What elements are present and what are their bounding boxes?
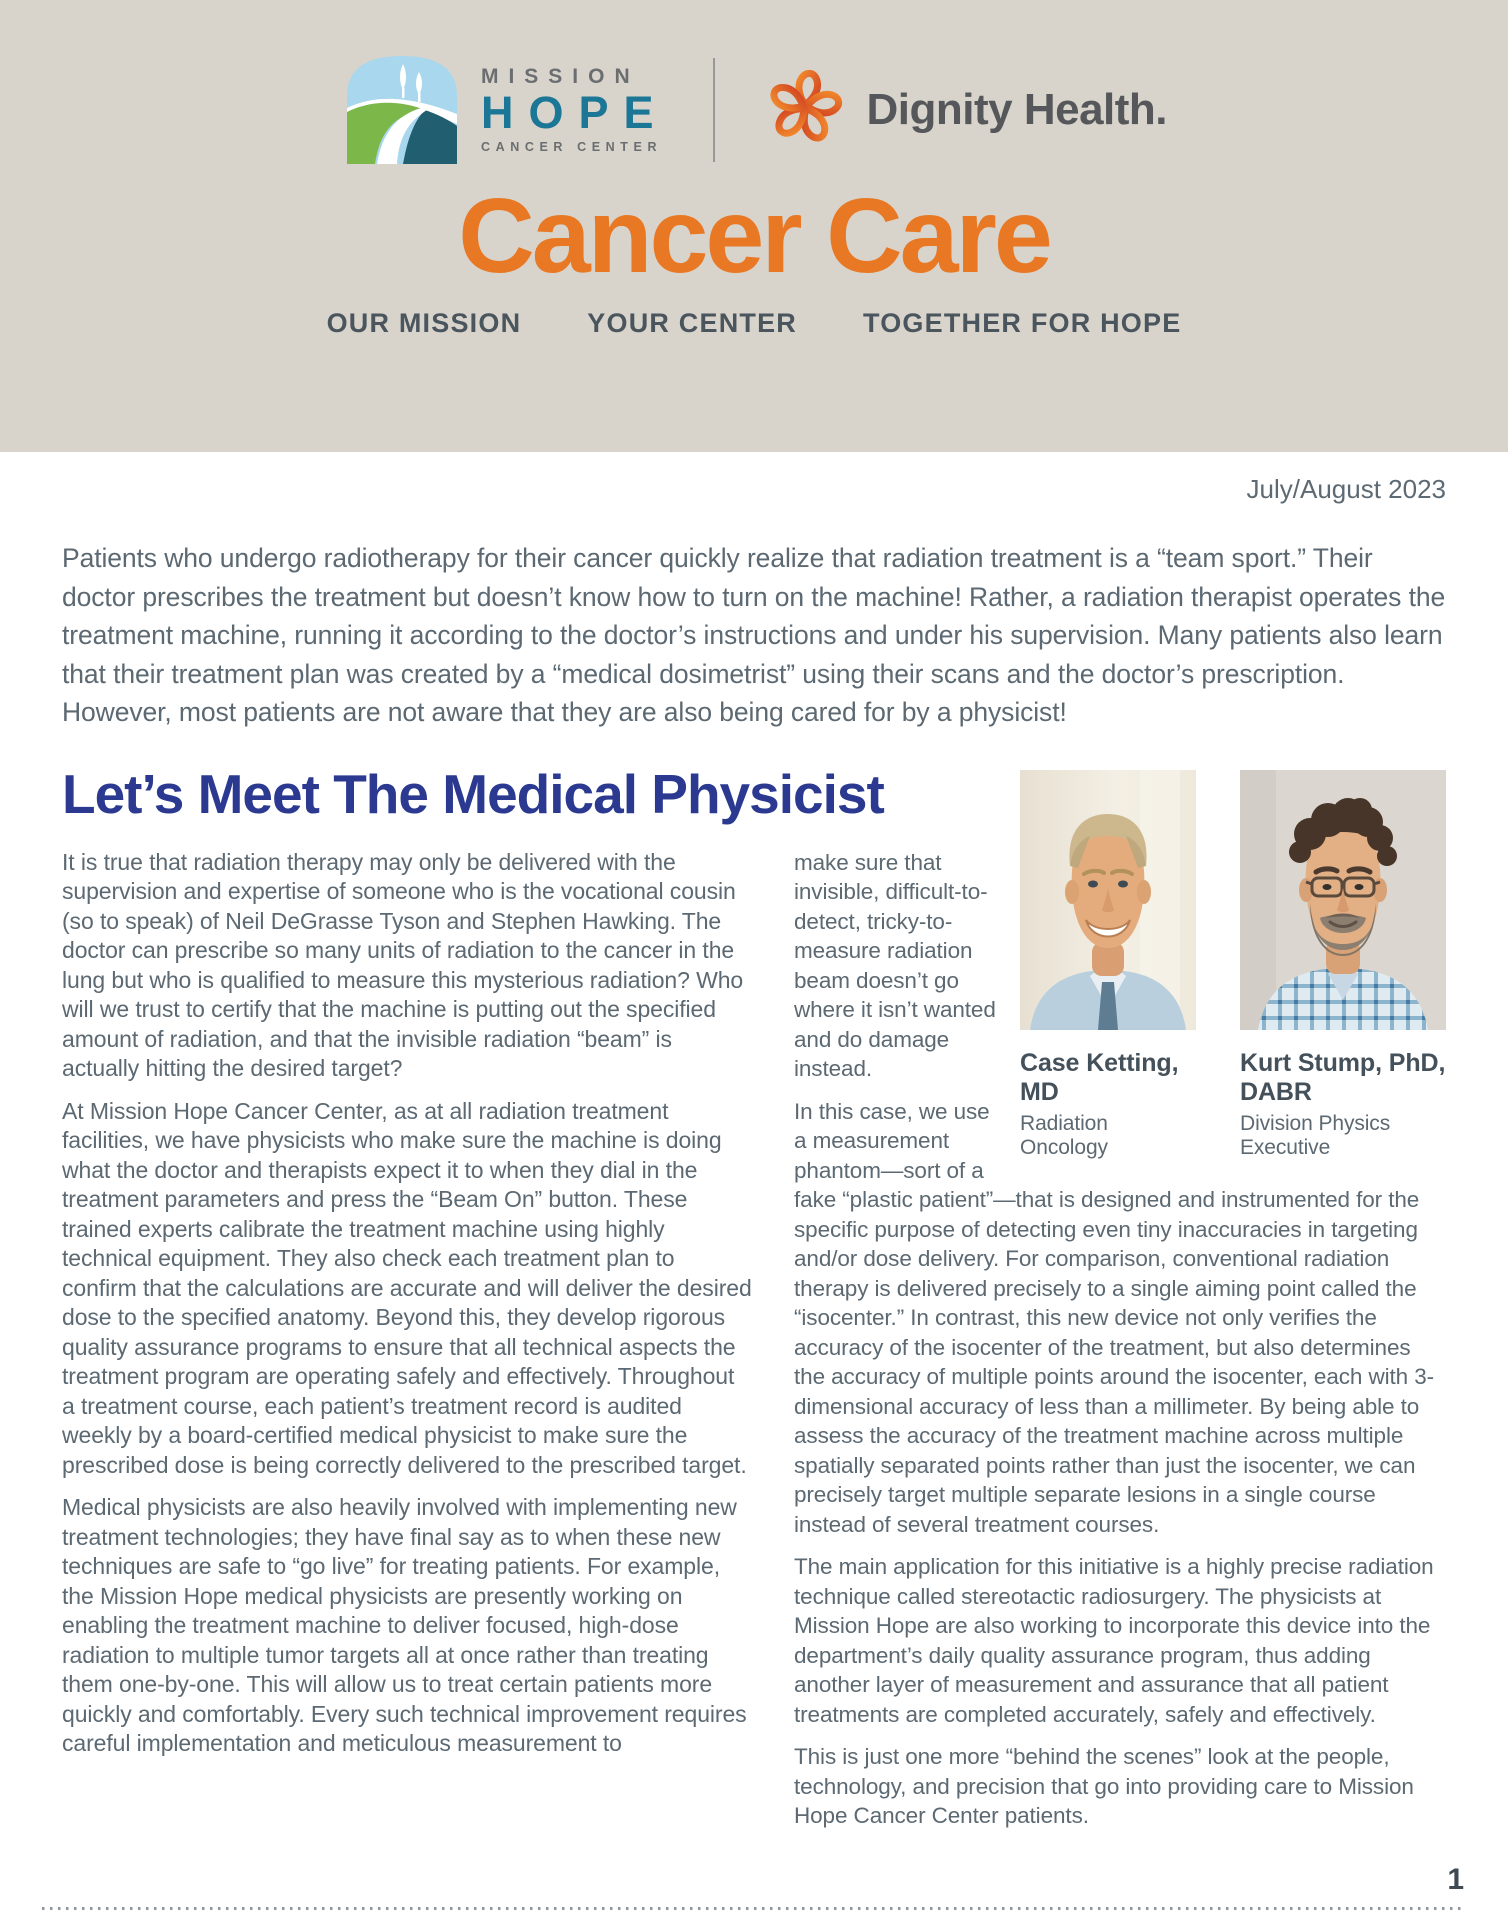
logo-divider (713, 58, 715, 162)
caption-name-case-ketting: Case Ketting, MD (1020, 1049, 1179, 1106)
page-footer (42, 1863, 1466, 1910)
left-column (62, 848, 752, 1844)
masthead-nav (0, 308, 1508, 339)
logo-row (0, 50, 1508, 169)
right-column (794, 848, 1446, 1844)
intro-paragraph: Patients who undergo radiotherapy for their cancer quickly realize that radiation treatment is a “team sport.” Their doctor prescribes the treatment but doesn’t know how to turn on the machine! Rather, a radiation therapist operates the treatment machine, running it according to the doctor’s instructions and under his supervision. Many patients also learn that their treatment plan was created by a “medical dosimetrist” using their scans and the doctor’s prescription. However, most patients are not aware that they are also being cared for by a physicist! (62, 543, 1446, 727)
right-paragraph-4: This is just one more “behind the scenes” look at the people, technology, and precision that go into providing care to Mission Hope Cancer Center patients. (794, 1744, 1414, 1828)
mission-hope-landscape-icon (341, 50, 463, 169)
right-paragraph-2: In this case, we use a measurement phantom—sort of a fake “plastic patient”—that is designed and instrumented for the specific purpose of detecting even tiny inaccuracies in targeting and/or dose delivery. For comparison, conventional radiation therapy is delivered precisely to a single aiming point called the “isocenter.” In contrast, this new device not only verifies the accuracy of the isocenter of the treatment, but also determines the accuracy of multiple points around the isocenter, each with 3-dimensional accuracy of less than a millimeter. By being able to assess the accuracy of the treatment machine across multiple spatially separated points rather than just the isocenter, we can precisely target multiple separate lesions in a single course instead of several treatment courses. (794, 1098, 1435, 1537)
nav-item-your-center[interactable]: YOUR CENTER (587, 308, 797, 339)
page-number: 1 (1447, 1863, 1464, 1896)
cancer-center-word: CANCER CENTER (480, 140, 663, 155)
left-paragraph-1: It is true that radiation therapy may only be delivered with the supervision and expertise of someone who is the vocational cousin (so to speak) of Neil DeGrasse Tyson and Stephen Hawking. The doctor can prescribe so many units of radiation to the cancer in the lung but who is qualified to measure this mysterious radiation? Who will we trust to certify that the machine is putting out the specified amount of radiation, and that the invisible radiation “beam” is actually hitting the desired target? (62, 848, 744, 1081)
dotted-rule (42, 1907, 1466, 1910)
photo-case-ketting (1020, 770, 1196, 1038)
nav-item-our-mission[interactable]: OUR MISSION (326, 308, 522, 339)
caption-name-kurt-stump: Kurt Stump, PhD, DABR (1240, 1049, 1446, 1106)
mission-hope-logo (341, 50, 669, 169)
hope-word: HOPE (480, 86, 669, 138)
issue-date: July/August 2023 (1246, 474, 1446, 504)
left-paragraph-3: Medical physicists are also heavily involved with implementing new treatment technologies; they have final say as to when these new techniques are safe to “go live” for treating patients. For example, the Mission Hope medical physicists are presently working on enabling the treatment machine to deliver focused, high-dose radiation to multiple tumor targets all at once rather than treating them one-by-one. This will allow us to treat certain patients more quickly and comfortably. Every such technical improvement requires careful implementation and meticulous measurement to (62, 1494, 747, 1756)
page-body (0, 474, 1508, 1844)
left-paragraph-2: At Mission Hope Cancer Center, as at all radiation treatment facilities, we have physicists who make sure the machine is doing what the doctor and therapists expect it to when they dial in the treatment parameters and press the “Beam On” button. These trained experts calibrate the treatment machine using highly technical equipment. They also check each treatment plan to confirm that the calculations are accurate and will deliver the desired dose to the specified anatomy. Beyond this, they develop rigorous quality assurance programs to ensure that all technical aspects the treatment program are operating safely and effectively. Throughout a treatment course, each patient’s treatment record is audited weekly by a board-certified medical physicist to make sure the prescribed dose is being correctly delivered to the prescribed target. (62, 1097, 752, 1478)
newsletter-title: Cancer Care (458, 177, 1050, 295)
dignity-health-flower-icon (759, 61, 851, 158)
dignity-health-logo (759, 61, 1168, 158)
article-columns (62, 848, 1446, 1844)
right-paragraph-1: make sure that invisible, difficult-to-detect, tricky-to-measure radiation beam doesn’t go where it isn’t wanted and do damage instead. (794, 849, 996, 1081)
mission-word: MISSION (480, 64, 640, 88)
caption-title-case-ketting: Radiation Oncology (1020, 1111, 1108, 1159)
article-heading: Let’s Meet The Medical Physicist (62, 762, 884, 825)
portrait-case-ketting (1020, 770, 1196, 1160)
caption-title-kurt-stump: Division Physics Executive (1240, 1111, 1391, 1159)
right-paragraph-3: The main application for this initiative is a highly precise radiation technique called stereotactic radiosurgery. The physicists at Mission Hope are also working to incorporate this device into the department’s daily quality assurance program, thus adding another layer of measurement and assurance that all patient treatments are completed accurately, safely and effectively. (794, 1554, 1434, 1727)
masthead (0, 0, 1508, 452)
mission-hope-wordmark (481, 65, 669, 154)
photo-kurt-stump (1240, 770, 1446, 1038)
nav-item-together-for-hope[interactable]: TOGETHER FOR HOPE (863, 308, 1182, 339)
portrait-kurt-stump (1240, 770, 1446, 1160)
photos-block (1020, 770, 1446, 1160)
dignity-health-wordmark: Dignity Health. (866, 84, 1168, 134)
